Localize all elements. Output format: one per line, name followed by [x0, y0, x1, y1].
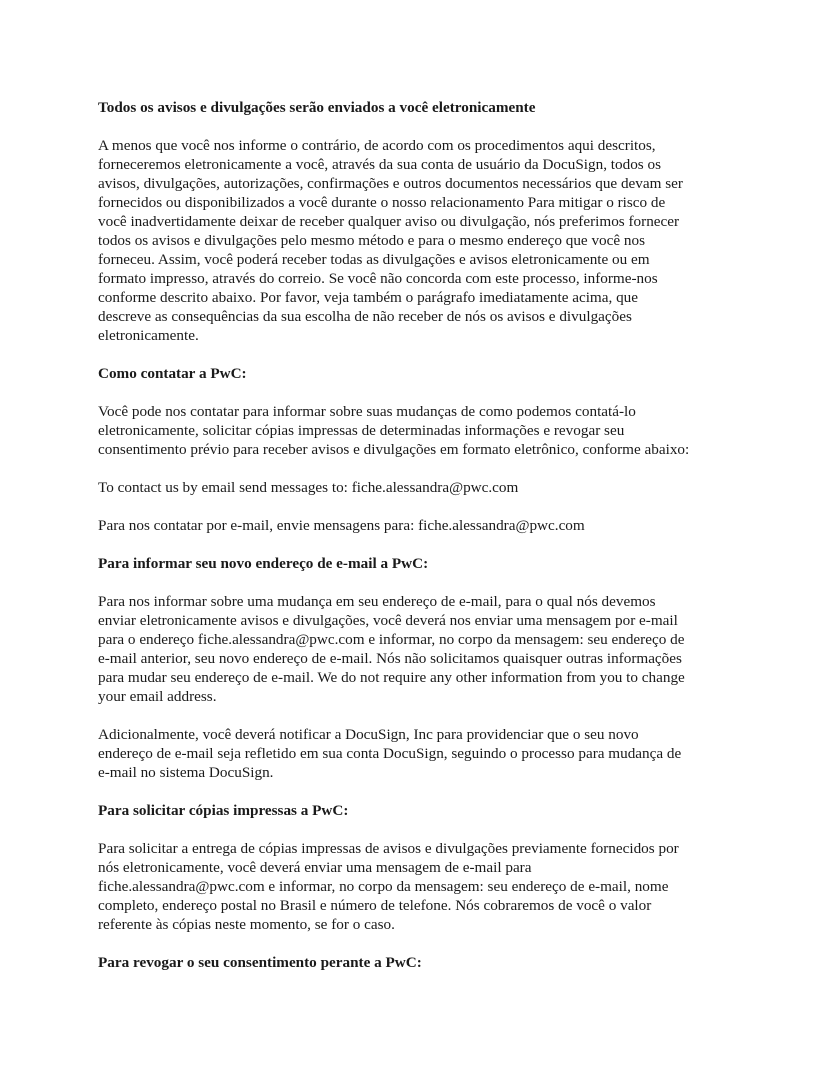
text-line: fornecidos ou disponibilizados a você durante o nosso relacionamento Para mitigar o risco de	[98, 194, 666, 211]
text-line: completo, endereço postal no Brasil e número de telefone. Nós cobraremos de você o valor	[98, 897, 652, 914]
text-line: nós eletronicamente, você deverá enviar uma mensagem de e-mail para	[98, 859, 532, 876]
section-heading: Como contatar a PwC:	[98, 365, 247, 382]
text-line: formato impresso, através do correio. Se você não concorda com este processo, informe-nos	[98, 270, 658, 287]
text-line: conforme descrito abaixo. Por favor, veja também o parágrafo imediatamente acima, que	[98, 289, 639, 306]
text-line: Você pode nos contatar para informar sobre suas mudanças de como podemos contatá-lo	[98, 403, 636, 420]
paragraph-spacer	[98, 383, 746, 402]
text-line: descreve as consequências da sua escolha de não receber de nós os avisos e divulgações	[98, 308, 632, 325]
text-line: forneceu. Assim, você poderá receber todas as divulgações e avisos eletronicamente ou em	[98, 251, 650, 268]
text-line: consentimento prévio para receber avisos e divulgações em formato eletrônico, conforme abaixo:	[98, 441, 690, 458]
section-heading: Para solicitar cópias impressas a PwC:	[98, 802, 349, 819]
section-update-email	[98, 554, 746, 801]
paragraph	[98, 136, 746, 345]
paragraph	[98, 478, 746, 497]
text-line: eletronicamente, solicitar cópias impressas de determinadas informações e revogar seu	[98, 422, 625, 439]
paragraph-spacer	[98, 459, 746, 478]
text-line: your email address.	[98, 688, 217, 705]
paragraph-spacer	[98, 497, 746, 516]
paragraph	[98, 402, 746, 459]
paragraph-spacer	[98, 820, 746, 839]
text-line: avisos, divulgações, autorizações, confirmações e outros documentos necessários que devam ser	[98, 175, 683, 192]
text-line: Para nos informar sobre uma mudança em seu endereço de e-mail, para o qual nós devemos	[98, 593, 656, 610]
text-line: referente às cópias neste momento, se for o caso.	[98, 916, 395, 933]
text-line: você inadvertidamente deixar de receber qualquer aviso ou divulgação, nós preferimos fornecer	[98, 213, 680, 230]
section-paper-copies	[98, 801, 746, 953]
text-line: eletronicamente.	[98, 327, 199, 344]
text-line: fiche.alessandra@pwc.com e informar, no corpo da mensagem: seu endereço de e-mail, nome	[98, 878, 669, 895]
text-line: para o endereço fiche.alessandra@pwc.com e informar, no corpo da mensagem: seu endereço de	[98, 631, 685, 648]
section-spacer	[98, 934, 746, 953]
paragraph	[98, 725, 746, 782]
paragraph	[98, 839, 746, 934]
section-heading: Todos os avisos e divulgações serão enviados a você eletronicamente	[98, 99, 536, 116]
section-spacer	[98, 535, 746, 554]
text-line: endereço de e-mail seja refletido em sua conta DocuSign, seguindo o processo para mudança de	[98, 745, 682, 762]
text-line: To contact us by email send messages to: fiche.alessandra@pwc.com	[98, 479, 519, 496]
paragraph-spacer	[98, 706, 746, 725]
section-spacer	[98, 782, 746, 801]
section-spacer	[98, 345, 746, 364]
text-line: todos os avisos e divulgações pelo mesmo método e para o mesmo endereço que você nos	[98, 232, 646, 249]
section-withdraw-consent	[98, 953, 746, 972]
paragraph-spacer	[98, 573, 746, 592]
section-heading: Para informar seu novo endereço de e-mail a PwC:	[98, 555, 429, 572]
paragraph-spacer	[98, 117, 746, 136]
document-page	[98, 98, 746, 972]
text-line: Para nos contatar por e-mail, envie mensagens para: fiche.alessandra@pwc.com	[98, 517, 585, 534]
text-line: e-mail anterior, seu novo endereço de e-mail. Nós não solicitamos quaisquer outras informações	[98, 650, 682, 667]
paragraph	[98, 516, 746, 535]
text-line: A menos que você nos informe o contrário, de acordo com os procedimentos aqui descritos,	[98, 137, 656, 154]
section-electronic-delivery	[98, 98, 746, 364]
section-heading: Para revogar o seu consentimento perante a PwC:	[98, 954, 422, 971]
text-line: para mudar seu endereço de e-mail. We do not require any other information from you to change	[98, 669, 685, 686]
text-line: Para solicitar a entrega de cópias impressas de avisos e divulgações previamente fornecidos por	[98, 840, 679, 857]
text-line: Adicionalmente, você deverá notificar a DocuSign, Inc para providenciar que o seu novo	[98, 726, 639, 743]
text-line: forneceremos eletronicamente a você, através da sua conta de usuário da DocuSign, todos os	[98, 156, 661, 173]
section-contact	[98, 364, 746, 554]
text-line: e-mail no sistema DocuSign.	[98, 764, 274, 781]
paragraph	[98, 592, 746, 706]
text-line: enviar eletronicamente avisos e divulgações, você deverá nos enviar uma mensagem por e-mail	[98, 612, 678, 629]
